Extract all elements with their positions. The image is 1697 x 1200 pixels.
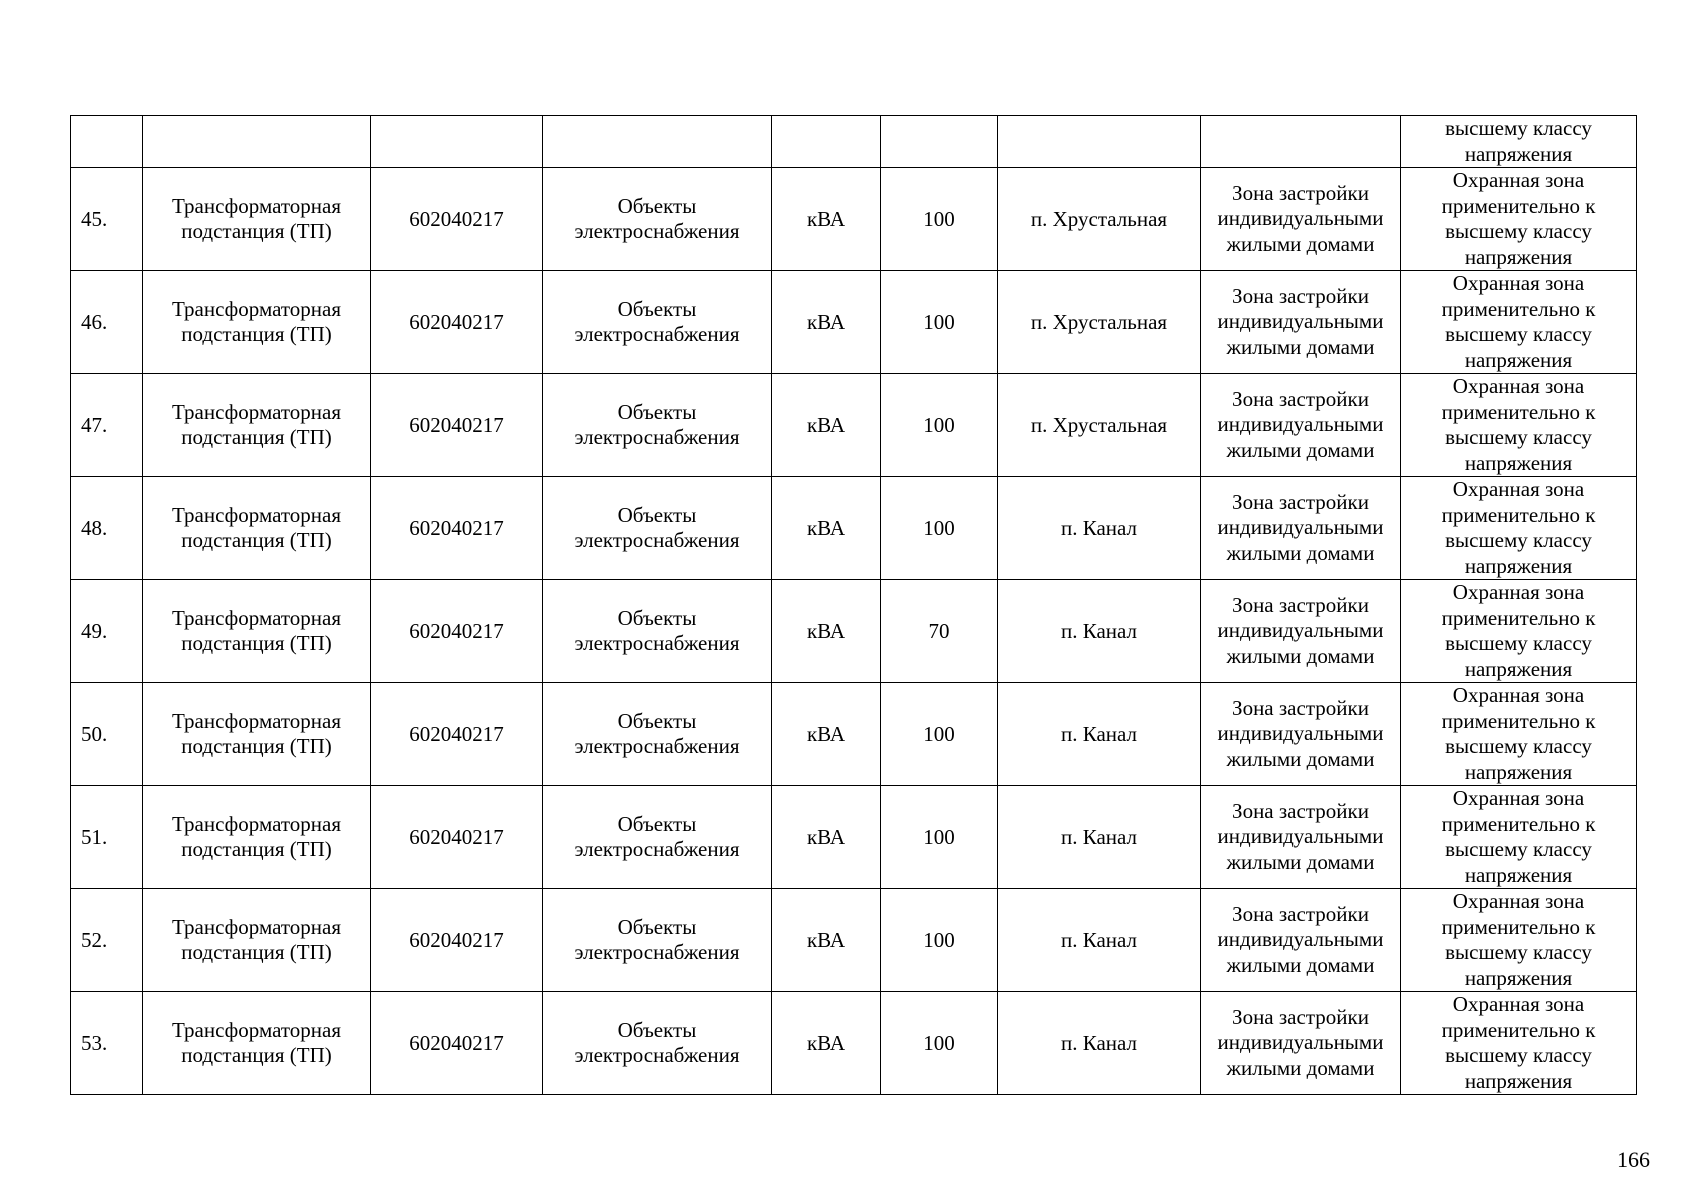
cell-num: 52. bbox=[71, 889, 143, 992]
cell-code: 602040217 bbox=[371, 992, 543, 1095]
cell-location: п. Канал bbox=[998, 786, 1201, 889]
cell-name: Трансформаторная подстанция (ТП) bbox=[143, 992, 371, 1095]
cell-code: 602040217 bbox=[371, 683, 543, 786]
cell-name: Трансформаторная подстанция (ТП) bbox=[143, 168, 371, 271]
cell-protect: Охранная зона применительно к высшему классу напряжения bbox=[1401, 786, 1637, 889]
cell-location: п. Канал bbox=[998, 992, 1201, 1095]
cell-location: п. Канал bbox=[998, 580, 1201, 683]
cell-purpose: Объекты электроснабжения bbox=[543, 477, 772, 580]
cell-protect: Охранная зона применительно к высшему классу напряжения bbox=[1401, 889, 1637, 992]
cell-purpose: Объекты электроснабжения bbox=[543, 889, 772, 992]
cell-unit: кВА bbox=[772, 374, 881, 477]
cell-protect: Охранная зона применительно к высшему классу напряжения bbox=[1401, 683, 1637, 786]
cell-unit: кВА bbox=[772, 889, 881, 992]
cell-zone: Зона застройки индивидуальными жилыми домами bbox=[1201, 477, 1401, 580]
cell-name: Трансформаторная подстанция (ТП) bbox=[143, 683, 371, 786]
cell-code: 602040217 bbox=[371, 580, 543, 683]
cell-zone: Зона застройки индивидуальными жилыми домами bbox=[1201, 374, 1401, 477]
cell-purpose bbox=[543, 116, 772, 168]
cell-location: п. Канал bbox=[998, 477, 1201, 580]
objects-table bbox=[70, 115, 1637, 1095]
cell-value: 100 bbox=[881, 889, 998, 992]
cell-value: 100 bbox=[881, 477, 998, 580]
cell-location: п. Канал bbox=[998, 889, 1201, 992]
cell-purpose: Объекты электроснабжения bbox=[543, 374, 772, 477]
cell-code: 602040217 bbox=[371, 889, 543, 992]
cell-value bbox=[881, 116, 998, 168]
cell-purpose: Объекты электроснабжения bbox=[543, 786, 772, 889]
cell-unit: кВА bbox=[772, 683, 881, 786]
cell-location bbox=[998, 116, 1201, 168]
cell-unit bbox=[772, 116, 881, 168]
cell-value: 100 bbox=[881, 168, 998, 271]
cell-code: 602040217 bbox=[371, 271, 543, 374]
cell-zone: Зона застройки индивидуальными жилыми домами bbox=[1201, 992, 1401, 1095]
cell-name: Трансформаторная подстанция (ТП) bbox=[143, 477, 371, 580]
cell-name: Трансформаторная подстанция (ТП) bbox=[143, 271, 371, 374]
cell-purpose: Объекты электроснабжения bbox=[543, 992, 772, 1095]
cell-zone: Зона застройки индивидуальными жилыми домами bbox=[1201, 168, 1401, 271]
table-row bbox=[71, 992, 1637, 1095]
cell-unit: кВА bbox=[772, 168, 881, 271]
cell-name bbox=[143, 116, 371, 168]
cell-zone: Зона застройки индивидуальными жилыми домами bbox=[1201, 786, 1401, 889]
cell-purpose: Объекты электроснабжения bbox=[543, 683, 772, 786]
cell-num: 47. bbox=[71, 374, 143, 477]
cell-protect: высшему классу напряжения bbox=[1401, 116, 1637, 168]
cell-num: 46. bbox=[71, 271, 143, 374]
cell-num: 49. bbox=[71, 580, 143, 683]
cell-name: Трансформаторная подстанция (ТП) bbox=[143, 786, 371, 889]
cell-unit: кВА bbox=[772, 992, 881, 1095]
cell-value: 100 bbox=[881, 992, 998, 1095]
table-body bbox=[71, 116, 1637, 1095]
cell-value: 100 bbox=[881, 374, 998, 477]
cell-code: 602040217 bbox=[371, 168, 543, 271]
table-row bbox=[71, 889, 1637, 992]
cell-protect: Охранная зона применительно к высшему классу напряжения bbox=[1401, 271, 1637, 374]
cell-zone: Зона застройки индивидуальными жилыми домами bbox=[1201, 889, 1401, 992]
cell-value: 100 bbox=[881, 271, 998, 374]
cell-location: п. Канал bbox=[998, 683, 1201, 786]
cell-code: 602040217 bbox=[371, 786, 543, 889]
cell-name: Трансформаторная подстанция (ТП) bbox=[143, 374, 371, 477]
cell-purpose: Объекты электроснабжения bbox=[543, 580, 772, 683]
cell-location: п. Хрустальная bbox=[998, 168, 1201, 271]
table-row bbox=[71, 374, 1637, 477]
cell-num: 53. bbox=[71, 992, 143, 1095]
cell-num: 50. bbox=[71, 683, 143, 786]
cell-value: 100 bbox=[881, 786, 998, 889]
cell-purpose: Объекты электроснабжения bbox=[543, 168, 772, 271]
cell-value: 70 bbox=[881, 580, 998, 683]
cell-location: п. Хрустальная bbox=[998, 271, 1201, 374]
cell-zone bbox=[1201, 116, 1401, 168]
cell-zone: Зона застройки индивидуальными жилыми домами bbox=[1201, 580, 1401, 683]
cell-unit: кВА bbox=[772, 786, 881, 889]
cell-num bbox=[71, 116, 143, 168]
table-row bbox=[71, 683, 1637, 786]
cell-location: п. Хрустальная bbox=[998, 374, 1201, 477]
cell-zone: Зона застройки индивидуальными жилыми домами bbox=[1201, 683, 1401, 786]
cell-name: Трансформаторная подстанция (ТП) bbox=[143, 889, 371, 992]
table-row bbox=[71, 786, 1637, 889]
cell-num: 45. bbox=[71, 168, 143, 271]
cell-protect: Охранная зона применительно к высшему классу напряжения bbox=[1401, 168, 1637, 271]
cell-zone: Зона застройки индивидуальными жилыми домами bbox=[1201, 271, 1401, 374]
table-row bbox=[71, 580, 1637, 683]
cell-num: 48. bbox=[71, 477, 143, 580]
table-row bbox=[71, 477, 1637, 580]
cell-purpose: Объекты электроснабжения bbox=[543, 271, 772, 374]
cell-value: 100 bbox=[881, 683, 998, 786]
table-row-continuation bbox=[71, 116, 1637, 168]
cell-num: 51. bbox=[71, 786, 143, 889]
cell-unit: кВА bbox=[772, 580, 881, 683]
cell-unit: кВА bbox=[772, 477, 881, 580]
cell-protect: Охранная зона применительно к высшему классу напряжения bbox=[1401, 580, 1637, 683]
table-row bbox=[71, 271, 1637, 374]
cell-name: Трансформаторная подстанция (ТП) bbox=[143, 580, 371, 683]
cell-code bbox=[371, 116, 543, 168]
page-number: 166 bbox=[1617, 1147, 1650, 1172]
table-row bbox=[71, 168, 1637, 271]
cell-code: 602040217 bbox=[371, 374, 543, 477]
cell-unit: кВА bbox=[772, 271, 881, 374]
cell-protect: Охранная зона применительно к высшему классу напряжения bbox=[1401, 374, 1637, 477]
cell-protect: Охранная зона применительно к высшему классу напряжения bbox=[1401, 477, 1637, 580]
cell-code: 602040217 bbox=[371, 477, 543, 580]
cell-protect: Охранная зона применительно к высшему классу напряжения bbox=[1401, 992, 1637, 1095]
